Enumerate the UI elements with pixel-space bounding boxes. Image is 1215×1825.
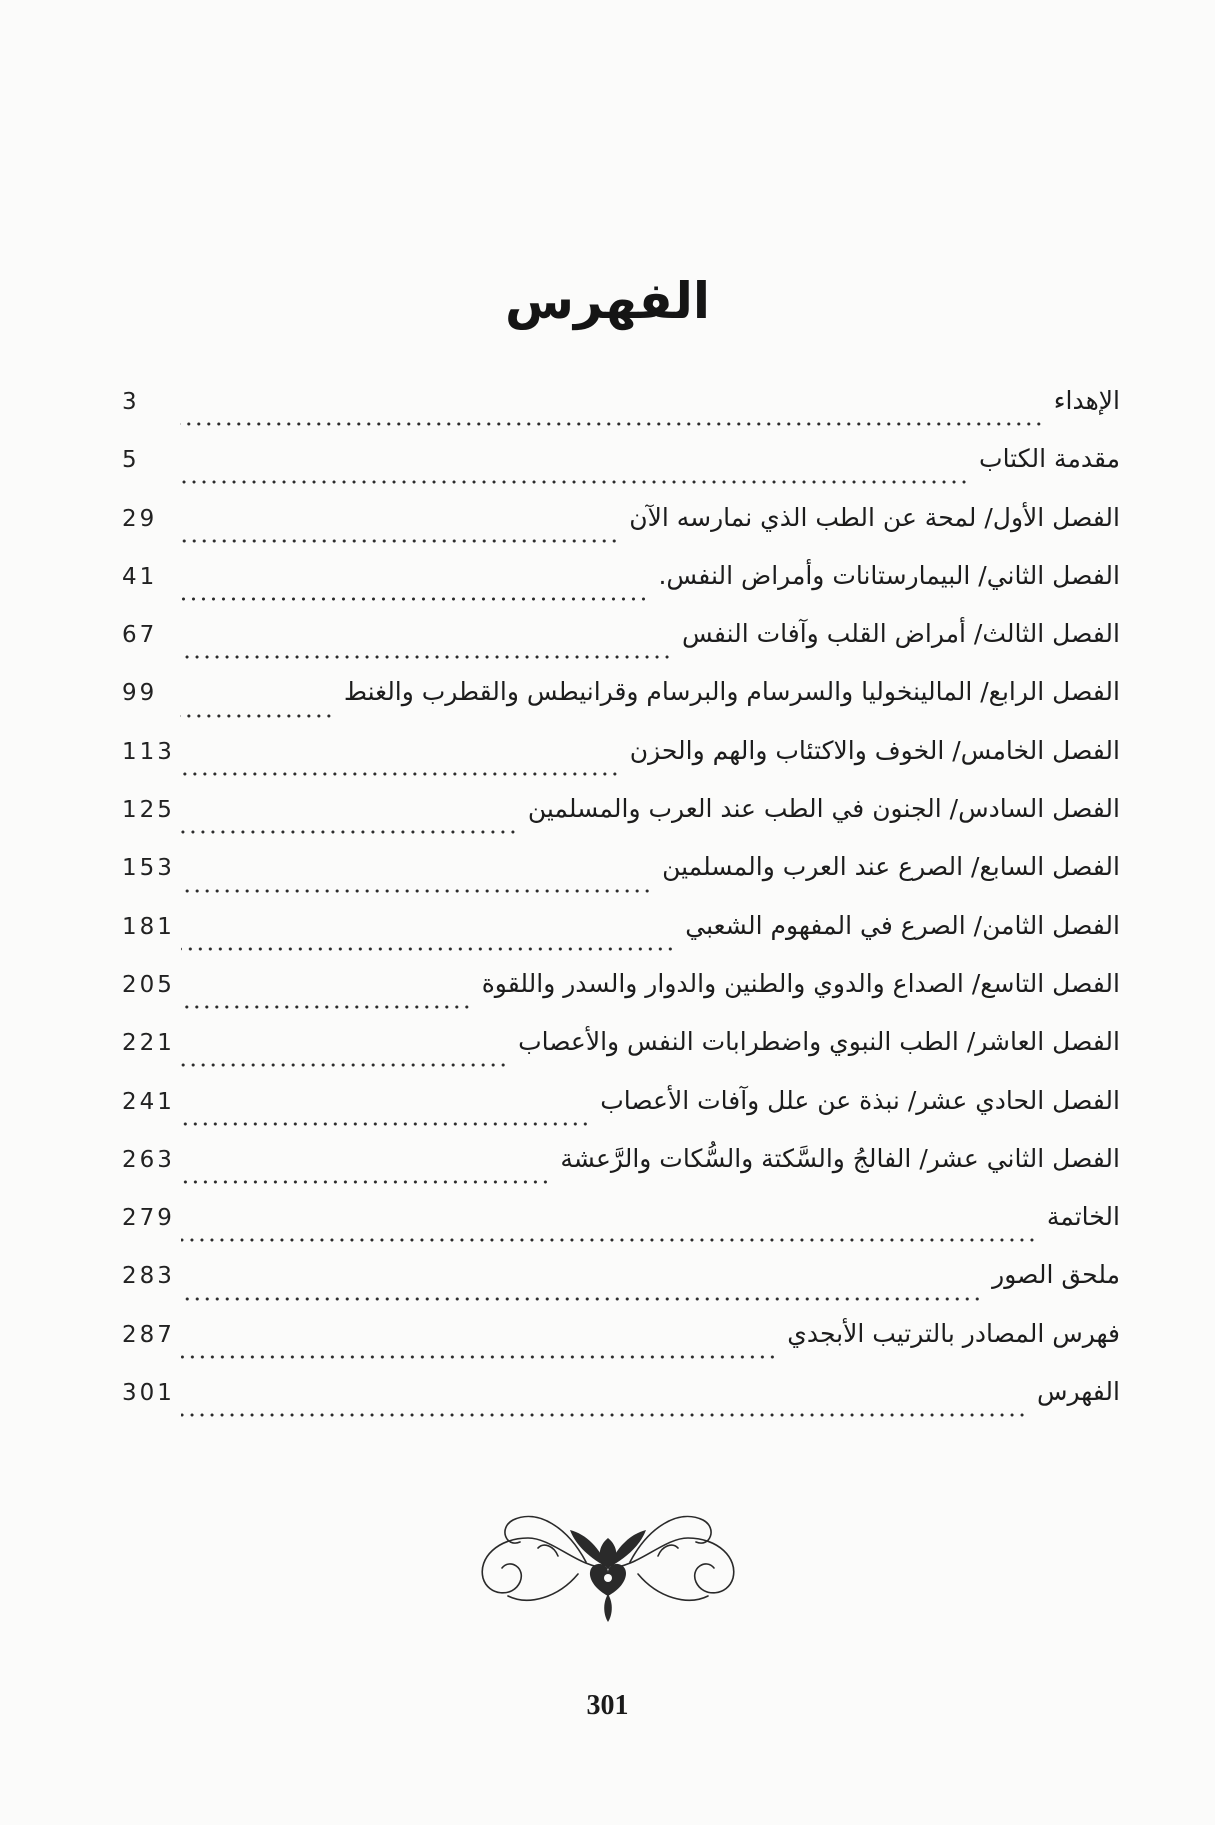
toc-entry-page: 99 — [122, 680, 158, 707]
toc-entry-label: الفصل الثامن/ الصرع في المفهوم الشعبي — [685, 910, 1120, 940]
toc-entry-page: 153 — [122, 855, 175, 882]
dot-leader — [181, 830, 518, 834]
toc-entry[interactable] — [122, 1086, 1120, 1144]
toc-entry-page: 3 — [122, 389, 140, 415]
toc-entry[interactable] — [122, 911, 1120, 969]
dot-leader — [180, 422, 1044, 426]
toc-entry-label: الفصل الثاني/ البيمارستانات وأمراض النفس. — [658, 560, 1120, 590]
toc-entry-page: 279 — [122, 1205, 175, 1232]
dot-leader — [181, 1238, 1037, 1242]
toc-entry-page: 301 — [122, 1380, 175, 1407]
dot-leader — [180, 597, 648, 601]
toc-entry[interactable] — [122, 1144, 1120, 1202]
toc-entry[interactable] — [122, 561, 1120, 619]
dot-leader — [180, 480, 969, 484]
toc-entry-page: 5 — [122, 447, 140, 474]
toc-entry[interactable] — [122, 1202, 1120, 1260]
dot-leader — [181, 1180, 550, 1184]
toc-entry-label: الفصل العاشر/ الطب النبوي واضطرابات النفس والأعصاب — [518, 1027, 1120, 1057]
dot-leader — [180, 539, 619, 543]
toc-entry-page: 241 — [122, 1088, 175, 1115]
toc-entry-label: الفصل الثاني عشر/ الفالجُ والسَّكتة والسُّكات والرَّعشة — [560, 1143, 1120, 1173]
toc-entry-page: 181 — [122, 913, 175, 940]
toc-entry-label: الفصل السابع/ الصرع عند العرب والمسلمين — [662, 852, 1120, 882]
toc-entry[interactable] — [122, 677, 1120, 735]
toc-entry-label: مقدمة الكتاب — [979, 444, 1120, 474]
dot-leader — [181, 1355, 777, 1359]
toc-entry-label: الفصل التاسع/ الصداع والدوي والطنين والدوار والسدر واللقوة — [481, 968, 1120, 998]
toc-entry-page: 29 — [122, 505, 158, 532]
toc-entry-page: 67 — [122, 622, 158, 649]
toc-entry-page: 287 — [122, 1321, 175, 1348]
dot-leader — [181, 1297, 982, 1301]
toc-entry[interactable] — [122, 444, 1120, 502]
toc-entry-page: 221 — [122, 1030, 175, 1057]
dot-leader — [181, 1063, 508, 1067]
toc-entry-page: 263 — [122, 1146, 175, 1173]
toc-entry-label: الإهداء — [1053, 386, 1120, 415]
page-title: الفهرس — [504, 271, 710, 330]
toc-entry[interactable] — [122, 1377, 1120, 1435]
dot-leader — [181, 889, 652, 893]
toc-entry-label: الفصل الرابع/ المالينخوليا والسرسام والبرسام وقرانيطس والقطرب والغنط — [343, 677, 1120, 707]
page-number: 301 — [586, 1690, 629, 1721]
toc-entry[interactable] — [122, 1319, 1120, 1377]
toc-entry[interactable] — [122, 503, 1120, 561]
dot-leader — [181, 1122, 590, 1126]
toc-entry[interactable] — [122, 794, 1120, 852]
table-of-contents — [122, 386, 1120, 1435]
toc-entry-label: الخاتمة — [1046, 1202, 1120, 1232]
toc-entry[interactable] — [122, 969, 1120, 1027]
dot-leader — [181, 947, 675, 951]
toc-entry[interactable] — [122, 1260, 1120, 1318]
toc-entry[interactable] — [122, 619, 1120, 677]
toc-entry[interactable] — [122, 852, 1120, 910]
dot-leader — [180, 655, 672, 659]
toc-entry-page: 125 — [122, 797, 175, 824]
toc-entry-label: الفهرس — [1036, 1377, 1120, 1407]
dot-leader — [181, 772, 620, 776]
toc-entry-label: ملحق الصور — [992, 1260, 1120, 1290]
toc-entry[interactable] — [122, 1027, 1120, 1085]
toc-entry-page: 205 — [122, 971, 175, 998]
toc-entry-page: 283 — [122, 1263, 175, 1290]
toc-entry-label: الفصل السادس/ الجنون في الطب عند العرب والمسلمين — [527, 794, 1120, 824]
dot-leader — [181, 1413, 1027, 1417]
toc-entry-page: 41 — [122, 563, 158, 590]
toc-entry[interactable] — [122, 736, 1120, 794]
dot-leader — [180, 714, 334, 718]
toc-entry-label: الفصل الحادي عشر/ نبذة عن علل وآفات الأعصاب — [600, 1085, 1120, 1115]
toc-entry-page: 113 — [122, 738, 175, 765]
toc-entry-label: الفصل الأول/ لمحة عن الطب الذي نمارسه الآن — [629, 502, 1120, 532]
toc-entry-label: الفصل الثالث/ أمراض القلب وآفات النفس — [682, 619, 1120, 649]
toc-entry[interactable] — [122, 386, 1120, 444]
toc-entry-label: الفصل الخامس/ الخوف والاكتئاب والهم والحزن — [629, 735, 1120, 765]
dot-leader — [181, 1005, 472, 1009]
toc-entry-label: فهرس المصادر بالترتيب الأبجدي — [787, 1318, 1120, 1348]
floral-vignette-icon — [458, 1498, 758, 1626]
